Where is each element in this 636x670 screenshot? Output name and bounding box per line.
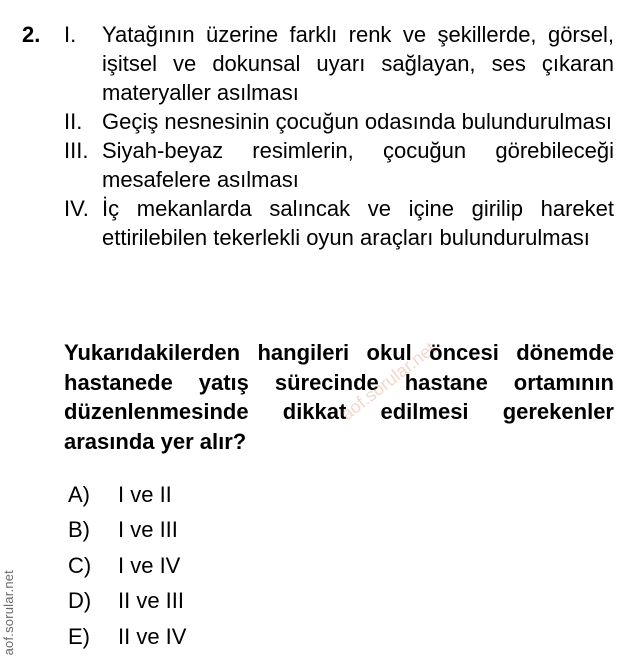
answer-option-d[interactable] [68, 584, 186, 620]
statement-text: İç mekanlarda salıncak ve içine girilip hareket ettirilebilen tekerlekli oyun araçları bulundurulması [102, 196, 614, 250]
option-label: C) [68, 552, 92, 578]
answer-option-e[interactable] [68, 619, 186, 655]
statement-item [64, 136, 614, 194]
statement-list [64, 20, 614, 252]
side-watermark: aof.sorular.net [1, 570, 16, 656]
statement-text: Yatağının üzerine farklı renk ve şekillerde, görsel, işitsel ve dokunsal uyarı sağlayan, ses çıkaran materyaller asılması [102, 22, 614, 105]
option-text: I ve III [118, 517, 178, 543]
statement-item [64, 20, 614, 107]
question-stem: Yukarıdakilerden hangileri okul öncesi dönemde hastanede yatış sürecinde hastane ortamının düzenlenmesinde dikkat edilmesi gerekenler arasında yer alır? [64, 340, 614, 454]
roman-numeral: II. [64, 109, 83, 134]
option-label: A) [68, 481, 90, 507]
roman-numeral: I. [64, 22, 77, 47]
answer-options [68, 477, 186, 655]
roman-numeral: III. [64, 138, 89, 163]
option-label: D) [68, 588, 92, 614]
answer-option-b[interactable] [68, 513, 186, 549]
answer-option-a[interactable] [68, 477, 186, 513]
watermark: aof.sorular.net [337, 338, 440, 425]
statement-item [64, 194, 614, 252]
statement-item [64, 107, 614, 136]
option-label: B) [68, 517, 90, 543]
option-label: E) [68, 623, 90, 649]
question-number: 2. [22, 22, 41, 47]
option-text: II ve IV [118, 623, 187, 649]
answer-option-c[interactable] [68, 548, 186, 584]
option-text: I ve II [118, 481, 172, 507]
statement-text: Siyah-beyaz resimlerin, çocuğun görebileceği mesafelere asılması [102, 138, 614, 192]
option-text: I ve IV [118, 552, 181, 578]
statement-text: Geçiş nesnesinin çocuğun odasında bulundurulması [102, 109, 612, 134]
roman-numeral: IV. [64, 196, 89, 221]
option-text: II ve III [118, 588, 185, 614]
